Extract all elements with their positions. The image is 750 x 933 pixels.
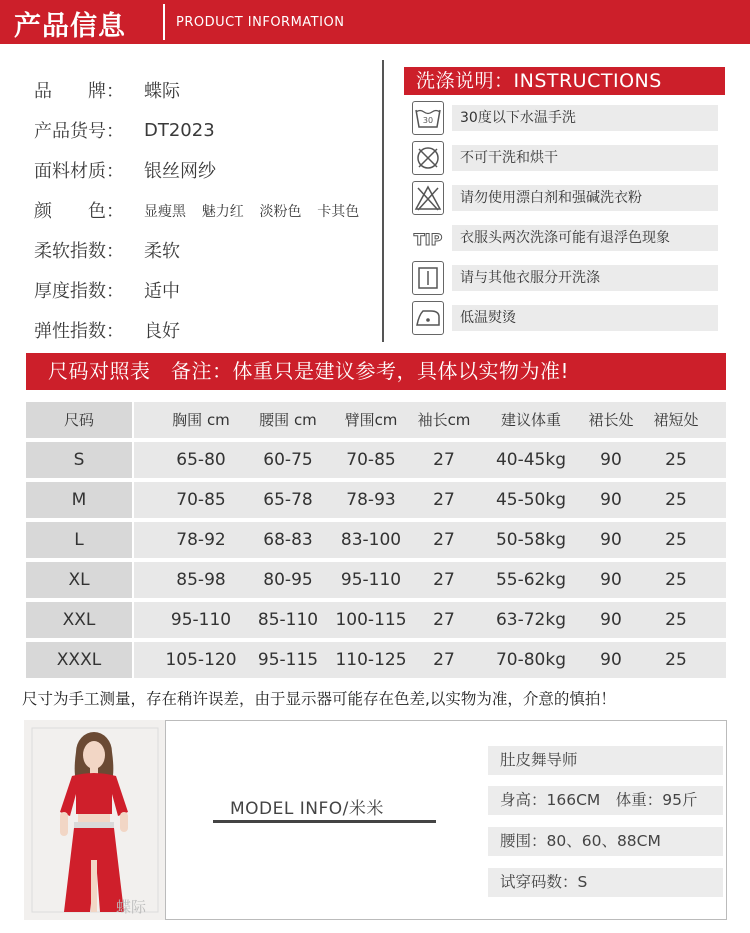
table-cell: 70-85 [176,490,226,510]
model-info-line: 肚皮舞导师 [488,746,723,775]
table-cell: 60-75 [263,450,313,470]
table-header-cell: 建议体重 [500,411,561,429]
color-option: 淡粉色 [259,203,302,220]
table-cell: 65-80 [176,450,226,470]
info-value: 银丝网纱 [144,161,216,182]
table-cell: 25 [665,570,687,590]
svg-text:30: 30 [422,116,434,125]
info-row-sku [34,110,369,150]
low-iron-icon [412,301,444,335]
table-cell: 27 [433,490,455,510]
model-info-line: 试穿码数：S [488,868,723,897]
info-label: 柔软指数： [34,241,124,262]
vertical-divider [382,60,384,342]
info-row-material [34,150,369,190]
table-header-cell: 尺码 [63,411,94,429]
wash-title: 洗涤说明：INSTRUCTIONS [404,67,725,95]
info-value: 蝶际 [144,81,180,102]
wash-separately-icon [412,261,444,295]
wash-text: 请与其他衣服分开洗涤 [452,265,718,291]
table-cell: 27 [433,650,455,670]
table-cell: 68-83 [263,530,313,550]
table-cell: 63-72kg [495,610,567,630]
header-subtitle: PRODUCT INFORMATION [176,15,345,30]
table-cell: 25 [665,650,687,670]
wash-item [410,300,718,336]
table-cell: L [74,530,84,550]
wash-item [410,220,718,256]
no-bleach-icon [412,181,444,215]
wash-item [410,140,718,176]
wash-text: 衣服头两次洗涤可能有退浮色现象 [452,225,718,251]
color-option: 显瘦黑 [144,203,186,220]
table-cell: M [71,490,87,510]
size-chart-banner: 尺码对照表 备注：体重只是建议参考，具体以实物为准! [26,353,726,390]
table-cell: 90 [600,490,622,510]
header-bar [0,0,750,44]
table-row [26,522,726,558]
table-cell: 95-110 [170,610,232,630]
table-row [26,482,726,518]
table-row [26,442,726,478]
wash-item [410,100,718,136]
info-row-elasticity [34,310,369,350]
info-label: 颜 色： [34,201,124,222]
table-row [26,562,726,598]
table-cell: XXXL [56,650,102,670]
color-option: 魅力红 [201,203,244,220]
model-figure-illustration [24,720,166,920]
table-cell: 27 [433,530,455,550]
wash-text: 请勿使用漂白剂和强碱洗衣粉 [452,185,718,211]
info-value: DT2023 [144,119,215,141]
table-cell: 40-45kg [495,450,567,470]
product-info [34,70,369,350]
model-info-line: 身高：166CM 体重：95斤 [488,786,723,815]
wash-text: 不可干洗和烘干 [452,145,718,171]
info-value: 柔软 [144,241,180,262]
table-cell: 95-115 [257,650,319,670]
table-cell: 90 [600,530,622,550]
table-header-cell: 袖长cm [417,411,471,429]
info-value: 适中 [144,281,180,302]
table-header-cell: 臂围cm [344,411,398,429]
table-cell: 90 [600,570,622,590]
table-cell: 25 [665,490,687,510]
table-cell: 70-85 [346,450,396,470]
table-header-cell: 腰围 cm [259,411,317,429]
wash-text: 30度以下水温手洗 [452,105,718,131]
model-photo [24,720,166,920]
table-cell: S [73,450,85,470]
table-cell: XL [68,570,90,590]
table-cell: 27 [433,450,455,470]
table-cell: 78-92 [176,530,226,550]
table-row [26,602,726,638]
table-cell: 95-110 [340,570,402,590]
table-cell: 80-95 [263,570,313,590]
size-note: 尺寸为手工测量，存在稍许误差，由于显示器可能存在色差,以实物为准，介意的慎拍！ [22,690,616,708]
info-label: 面料材质： [34,161,124,182]
info-row-softness [34,230,369,270]
table-cell: 25 [665,610,687,630]
info-label: 品 牌： [34,81,124,102]
table-row [26,642,726,678]
header-divider [163,4,165,40]
table-cell: 78-93 [346,490,396,510]
table-cell: 85-110 [257,610,319,630]
model-info-line: 腰围：80、60、88CM [488,827,723,856]
model-info-title: MODEL INFO/米米 [230,799,384,819]
table-cell: 65-78 [263,490,313,510]
info-label: 弹性指数： [34,321,124,342]
table-cell: 25 [665,530,687,550]
table-cell: 100-115 [335,610,407,630]
table-cell: 50-58kg [495,530,567,550]
table-cell: 83-100 [340,530,402,550]
table-cell: 55-62kg [495,570,567,590]
model-info-underline [213,820,436,823]
table-cell: XXL [62,610,96,630]
table-header-cell: 裙短处 [653,411,699,429]
svg-text:TIP: TIP [413,230,443,249]
info-row-colors [34,190,369,230]
table-header-row [26,402,726,438]
table-cell: 27 [433,570,455,590]
table-cell: 90 [600,450,622,470]
hand-wash-30-icon [412,101,444,135]
tip-icon [412,221,444,255]
no-dry-clean-icon [412,141,444,175]
info-label: 厚度指数： [34,281,124,302]
watermark: 蝶际 [116,898,147,916]
table-header-cell: 胸围 cm [172,411,230,429]
table-cell: 90 [600,650,622,670]
table-cell: 45-50kg [495,490,567,510]
table-cell: 27 [433,610,455,630]
table-cell: 110-125 [335,650,407,670]
info-label: 产品货号： [34,121,124,142]
color-option: 卡其色 [317,203,360,220]
table-header-cell: 裙长处 [588,411,634,429]
info-value-colors [144,200,369,221]
table-cell: 85-98 [176,570,226,590]
header-title: 产品信息 [14,11,126,42]
table-cell: 25 [665,450,687,470]
wash-item [410,180,718,216]
wash-text: 低温熨烫 [452,305,718,331]
table-cell: 90 [600,610,622,630]
info-row-brand [34,70,369,110]
info-row-thickness [34,270,369,310]
info-value: 良好 [144,321,180,342]
wash-item [410,260,718,296]
table-cell: 105-120 [165,650,237,670]
table-cell: 70-80kg [495,650,567,670]
